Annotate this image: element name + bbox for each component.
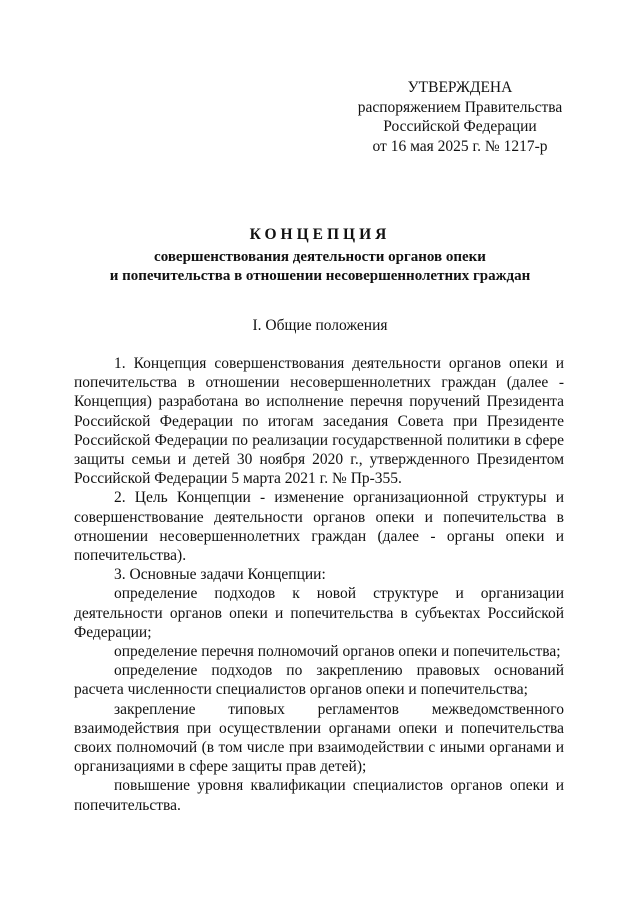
approval-stamp (330, 78, 590, 156)
paragraph: 2. Цель Концепции - изменение организационной структуры и совершенствование деятельности органов опеки и попечительства в отношении несовершеннолетних граждан (далее - органы опеки и попечительства). (74, 489, 564, 565)
subtitle-line: совершенствования деятельности органов опеки (154, 249, 486, 265)
approval-title: УТВЕРЖДЕНА (407, 79, 513, 96)
paragraph: закрепление типовых регламентов межведомственного взаимодействия при осуществлении органами опеки и попечительства своих полномочий (в том числе при взаимодействии с иными органами и организациями в сфере защиты прав детей); (74, 700, 564, 776)
paragraph: 3. Основные задачи Концепции: (114, 566, 326, 584)
paragraph: повышение уровня квалификации специалистов органов опеки и попечительства. (74, 777, 564, 814)
paragraph: определение подходов по закреплению правовых оснований расчета численности специалистов органов опеки и попечительства; (74, 662, 564, 699)
document-body (74, 354, 564, 815)
paragraph: определение перечня полномочий органов опеки и попечительства; (114, 643, 561, 661)
approval-line: распоряжением Правительства (357, 98, 563, 116)
approval-line: Российской Федерации (383, 118, 537, 135)
paragraph: 1. Концепция совершенствования деятельности органов опеки и попечительства в отношении несовершеннолетних граждан (далее - Концепция) разработана во исполнение перечня поручений Президента Российской Федерации по итогам заседания Совета при Президенте Российской Федерации по реализации государственной политики в сфере защиты семьи и детей 30 ноября 2020 г., утвержденного Президентом Российской Федерации 5 марта 2021 г. № Пр-355. (74, 355, 564, 488)
paragraph: определение подходов к новой структуре и организации деятельности органов опеки и попечительства в субъектах Российской Федерации; (74, 585, 564, 641)
subtitle-line: и попечительства в отношении несовершеннолетних граждан (109, 268, 531, 284)
document-title: КОНЦЕПЦИЯ (249, 226, 391, 243)
document-subtitle (0, 248, 640, 286)
approval-date: от 16 мая 2025 г. № 1217-р (372, 137, 548, 155)
section-heading: I. Общие положения (252, 317, 388, 334)
